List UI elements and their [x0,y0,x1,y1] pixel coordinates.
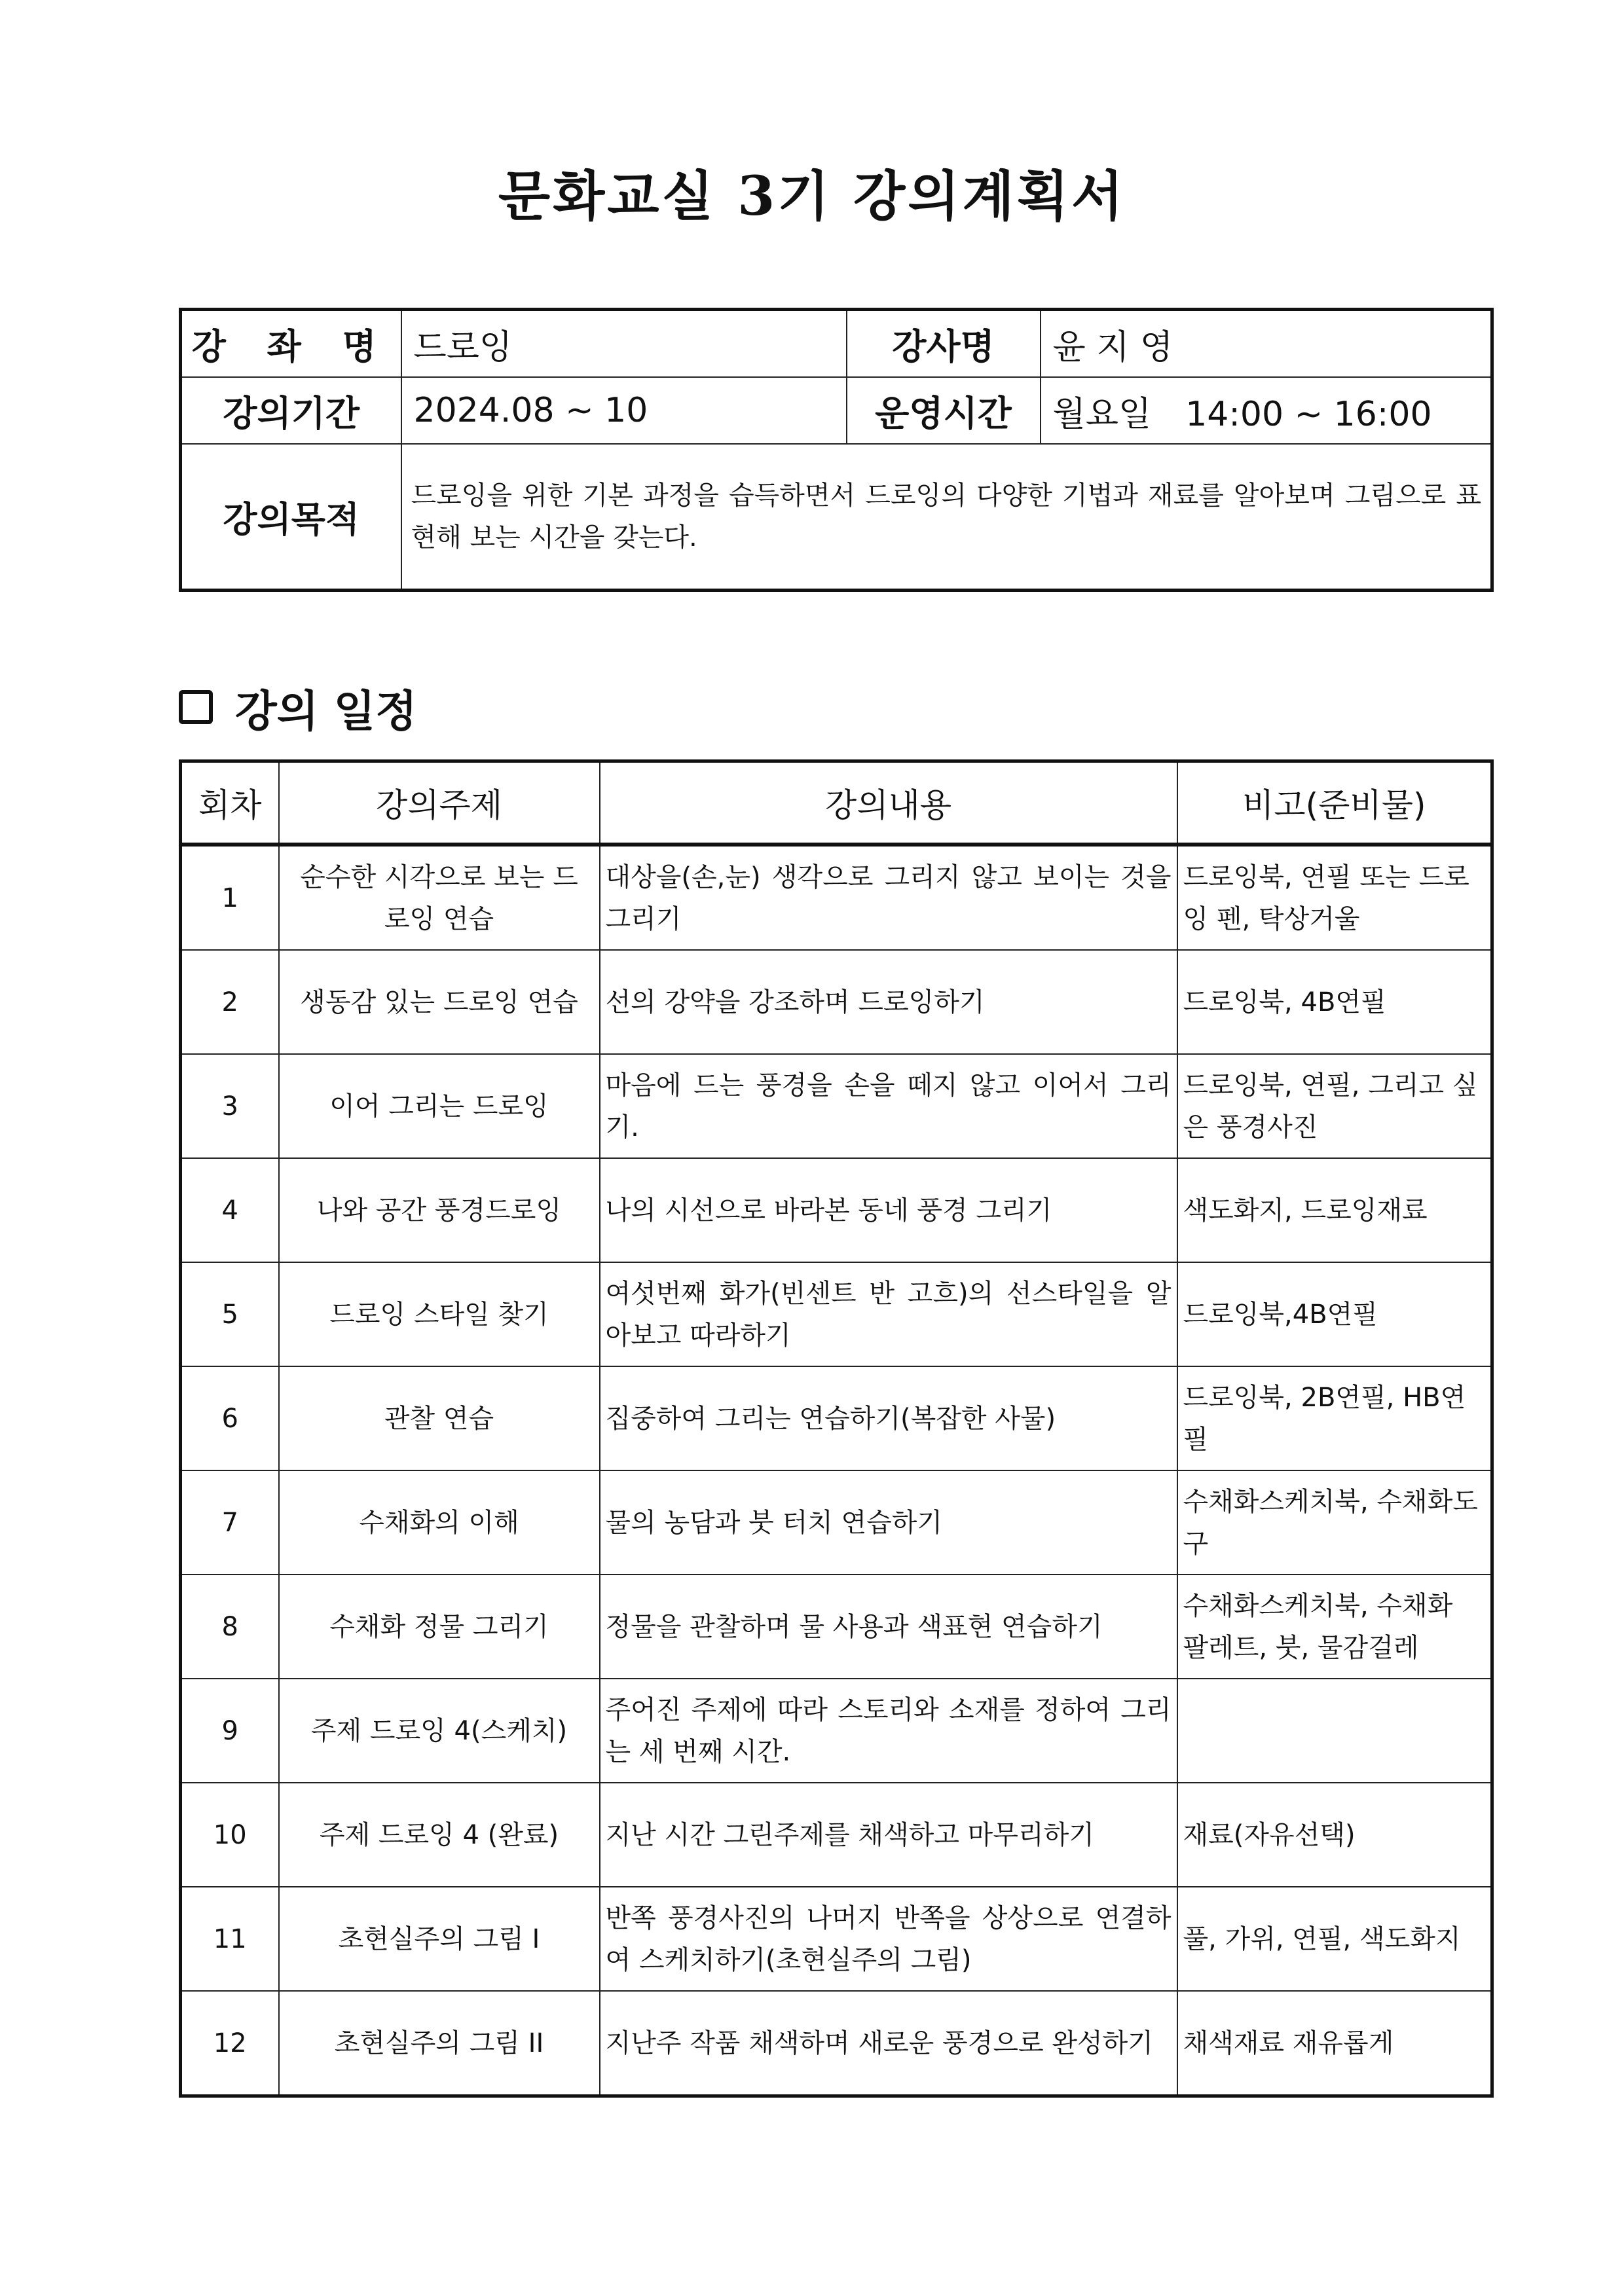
session-content: 반쪽 풍경사진의 나머지 반쪽을 상상으로 연결하여 스케치하기(초현실주의 그림) [600,1887,1177,1991]
session-notes: 수채화스케치북, 수채화 팔레트, 붓, 물감걸레 [1177,1575,1492,1679]
session-topic: 주제 드로잉 4(스케치) [279,1679,600,1783]
session-notes: 재료(자유선택) [1177,1783,1492,1887]
table-row [181,950,1492,1054]
session-content: 정물을 관찰하며 물 사용과 색표현 연습하기 [600,1575,1177,1679]
purpose-label: 강의목적 [181,444,401,591]
schedule-heading-text: 강의 일정 [235,685,418,737]
hours-label: 운영시간 [847,377,1041,444]
session-number: 1 [181,845,279,950]
session-notes [1177,1679,1492,1783]
table-row [181,1158,1492,1262]
session-topic: 수채화 정물 그리기 [279,1575,600,1679]
session-content: 지난주 작품 채색하며 새로운 풍경으로 완성하기 [600,1991,1177,2096]
session-content: 물의 농담과 붓 터치 연습하기 [600,1470,1177,1575]
session-number: 5 [181,1262,279,1366]
table-row [181,1783,1492,1887]
session-number: 6 [181,1366,279,1470]
session-notes: 드로잉북, 연필 또는 드로잉 펜, 탁상거울 [1177,845,1492,950]
period-value: 2024.08 ~ 10 [401,377,847,444]
session-content: 주어진 주제에 따라 스토리와 소재를 정하여 그리는 세 번째 시간. [600,1679,1177,1783]
table-row [181,1679,1492,1783]
table-row [181,1470,1492,1575]
header-content: 강의내용 [600,761,1177,845]
table-row [181,845,1492,950]
session-notes: 드로잉북, 연필, 그리고 싶은 풍경사진 [1177,1054,1492,1158]
session-number: 7 [181,1470,279,1575]
session-number: 12 [181,1991,279,2096]
session-notes: 드로잉북, 4B연필 [1177,950,1492,1054]
session-number: 4 [181,1158,279,1262]
session-topic: 드로잉 스타일 찾기 [279,1262,600,1366]
session-content: 대상을(손,눈) 생각으로 그리지 않고 보이는 것을 그리기 [600,845,1177,950]
table-row [181,1366,1492,1470]
session-content: 집중하여 그리는 연습하기(복잡한 사물) [600,1366,1177,1470]
session-topic: 초현실주의 그림 II [279,1991,600,2096]
table-row [181,1887,1492,1991]
session-topic: 순수한 시각으로 보는 드로잉 연습 [279,845,600,950]
header-session: 회차 [181,761,279,845]
session-content: 나의 시선으로 바라본 동네 풍경 그리기 [600,1158,1177,1262]
table-row [181,1991,1492,2096]
session-topic: 이어 그리는 드로잉 [279,1054,600,1158]
header-notes: 비고(준비물) [1177,761,1492,845]
hours-value: 월요일 14:00 ~ 16:00 [1041,377,1492,444]
session-number: 11 [181,1887,279,1991]
session-notes: 색도화지, 드로잉재료 [1177,1158,1492,1262]
instructor-value: 윤 지 영 [1041,310,1492,378]
table-row [181,1054,1492,1158]
course-name-label: 강 좌 명 [181,310,401,378]
session-number: 2 [181,950,279,1054]
session-content: 여섯번째 화가(빈센트 반 고흐)의 선스타일을 알아보고 따라하기 [600,1262,1177,1366]
table-row [181,1262,1492,1366]
header-topic: 강의주제 [279,761,600,845]
schedule-heading [179,678,417,737]
session-notes: 채색재료 재유롭게 [1177,1991,1492,2096]
checkbox-icon [179,690,213,724]
session-topic: 수채화의 이해 [279,1470,600,1575]
session-number: 9 [181,1679,279,1783]
table-row [181,1575,1492,1679]
session-number: 10 [181,1783,279,1887]
session-topic: 주제 드로잉 4 (완료) [279,1783,600,1887]
course-info-row [181,377,1492,444]
page-title: 문화교실 3기 강의계획서 [498,165,1126,228]
session-content: 마음에 드는 풍경을 손을 떼지 않고 이어서 그리기. [600,1054,1177,1158]
purpose-value: 드로잉을 위한 기본 과정을 습득하면서 드로잉의 다양한 기법과 재료를 알아보며 그림으로 표현해 보는 시간을 갖는다. [401,444,1492,591]
course-name-value: 드로잉 [401,310,847,378]
schedule-table [179,759,1494,2098]
session-content: 지난 시간 그린주제를 채색하고 마무리하기 [600,1783,1177,1887]
session-number: 8 [181,1575,279,1679]
session-topic: 초현실주의 그림 I [279,1887,600,1991]
instructor-label: 강사명 [847,310,1041,378]
session-number: 3 [181,1054,279,1158]
schedule-header-row [181,761,1492,845]
period-label: 강의기간 [181,377,401,444]
session-notes: 수채화스케치북, 수채화도구 [1177,1470,1492,1575]
course-info-row [181,310,1492,378]
session-topic: 생동감 있는 드로잉 연습 [279,950,600,1054]
course-info-table [179,308,1494,592]
session-topic: 관찰 연습 [279,1366,600,1470]
session-notes: 드로잉북, 2B연필, HB연필 [1177,1366,1492,1470]
session-content: 선의 강약을 강조하며 드로잉하기 [600,950,1177,1054]
course-info-row [181,444,1492,591]
session-notes: 풀, 가위, 연필, 색도화지 [1177,1887,1492,1991]
session-notes: 드로잉북,4B연필 [1177,1262,1492,1366]
session-topic: 나와 공간 풍경드로잉 [279,1158,600,1262]
